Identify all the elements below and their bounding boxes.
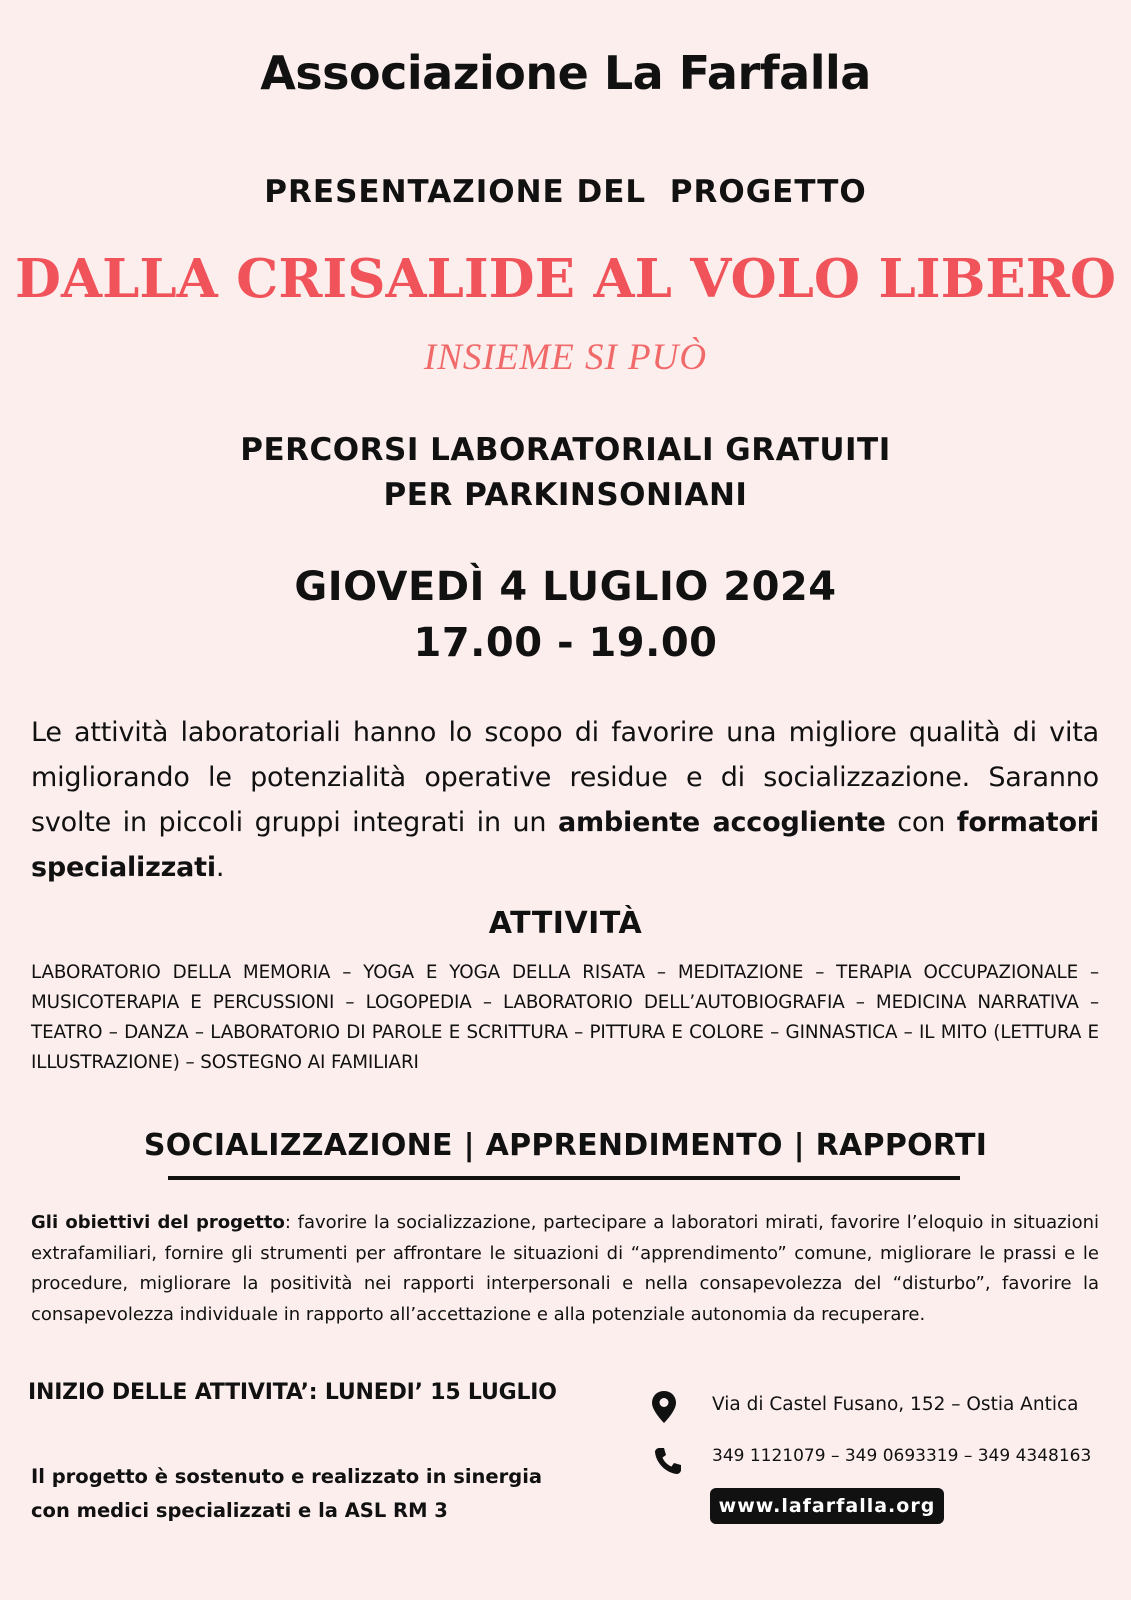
intro-bold-formatori: formatori specializzati [31, 807, 1099, 883]
percorsi-line-2: PER PARKINSONIANI [383, 477, 748, 513]
pillars-divider [168, 1176, 960, 1180]
project-subtitle: INSIEME SI PUÒ [423, 337, 708, 378]
support-line-1: Il progetto è sostenuto e realizzato in sinergia [31, 1465, 543, 1488]
location-pin-icon [651, 1390, 677, 1424]
objectives-label: Gli obiettivi del progetto [31, 1212, 285, 1233]
pillars-heading: SOCIALIZZAZIONE | APPRENDIMENTO | RAPPORTI [143, 1128, 988, 1163]
presentation-label: PRESENTAZIONE DEL PROGETTO [264, 174, 867, 210]
address-text: Via di Castel Fusano, 152 – Ostia Antica [712, 1394, 1079, 1415]
project-title: DALLA CRISALIDE AL VOLO LIBERO [14, 248, 1117, 310]
start-date: INIZIO DELLE ATTIVITA’: LUNEDI’ 15 LUGLIO [28, 1380, 557, 1405]
activities-title: ATTIVITÀ [488, 906, 643, 941]
objectives-paragraph [31, 1208, 1099, 1330]
event-time: 17.00 - 19.00 [413, 620, 718, 666]
intro-paragraph [31, 710, 1099, 890]
objectives-text: : favorire la socializzazione, partecipare a laboratori mirati, favorire l’eloquio in situazioni extrafamiliari, fornire gli strumenti per affrontare le situazioni di “apprendimento” comune, migliorare le prassi e le procedure, migliorare la positività nei rapporti interpersonali e nella consapevolezza del “disturbo”, favorire la consapevolezza individuale in rapporto all’accettazione e alla potenziale autonomia da recuperare. [31, 1212, 1100, 1325]
intro-text-3: . [215, 852, 225, 883]
intro-text-2: con [885, 807, 957, 838]
event-date: GIOVEDÌ 4 LUGLIO 2024 [294, 564, 837, 610]
organization-title: Associazione La Farfalla [260, 46, 871, 100]
support-statement [31, 1460, 631, 1528]
support-line-2: con medici specializzati e la ASL RM 3 [31, 1499, 448, 1522]
intro-bold-ambiente: ambiente accogliente [557, 807, 886, 838]
phone-numbers: 349 1121079 – 349 0693319 – 349 4348163 [712, 1446, 1092, 1466]
percorsi-line-1: PERCORSI LABORATORIALI GRATUITI [240, 432, 891, 468]
activities-list: LABORATORIO DELLA MEMORIA – YOGA E YOGA DELLA RISATA – MEDITAZIONE – TERAPIA OCCUPAZIONALE – MUSICOTERAPIA E PERCUSSIONI – LOGOPEDIA – LABORATORIO DELL’AUTOBIOGRAFIA – MEDICINA NARRATIVA – TEATRO – DANZA – LABORATORIO DI PAROLE E SCRITTURA – PITTURA E COLORE – GINNASTICA – IL MITO (LETTURA E ILLUSTRAZIONE) – SOSTEGNO AI FAMILIARI [31, 962, 1099, 1073]
phone-icon [653, 1446, 683, 1476]
website-badge[interactable]: www.lafarfalla.org [710, 1488, 944, 1524]
intro-text-1: Le attività laboratoriali hanno lo scopo di favorire una migliore qualità di vita migliorando le potenzialità operative residue e di socializzazione. Saranno svolte in piccoli gruppi integrati in un [31, 717, 1099, 838]
